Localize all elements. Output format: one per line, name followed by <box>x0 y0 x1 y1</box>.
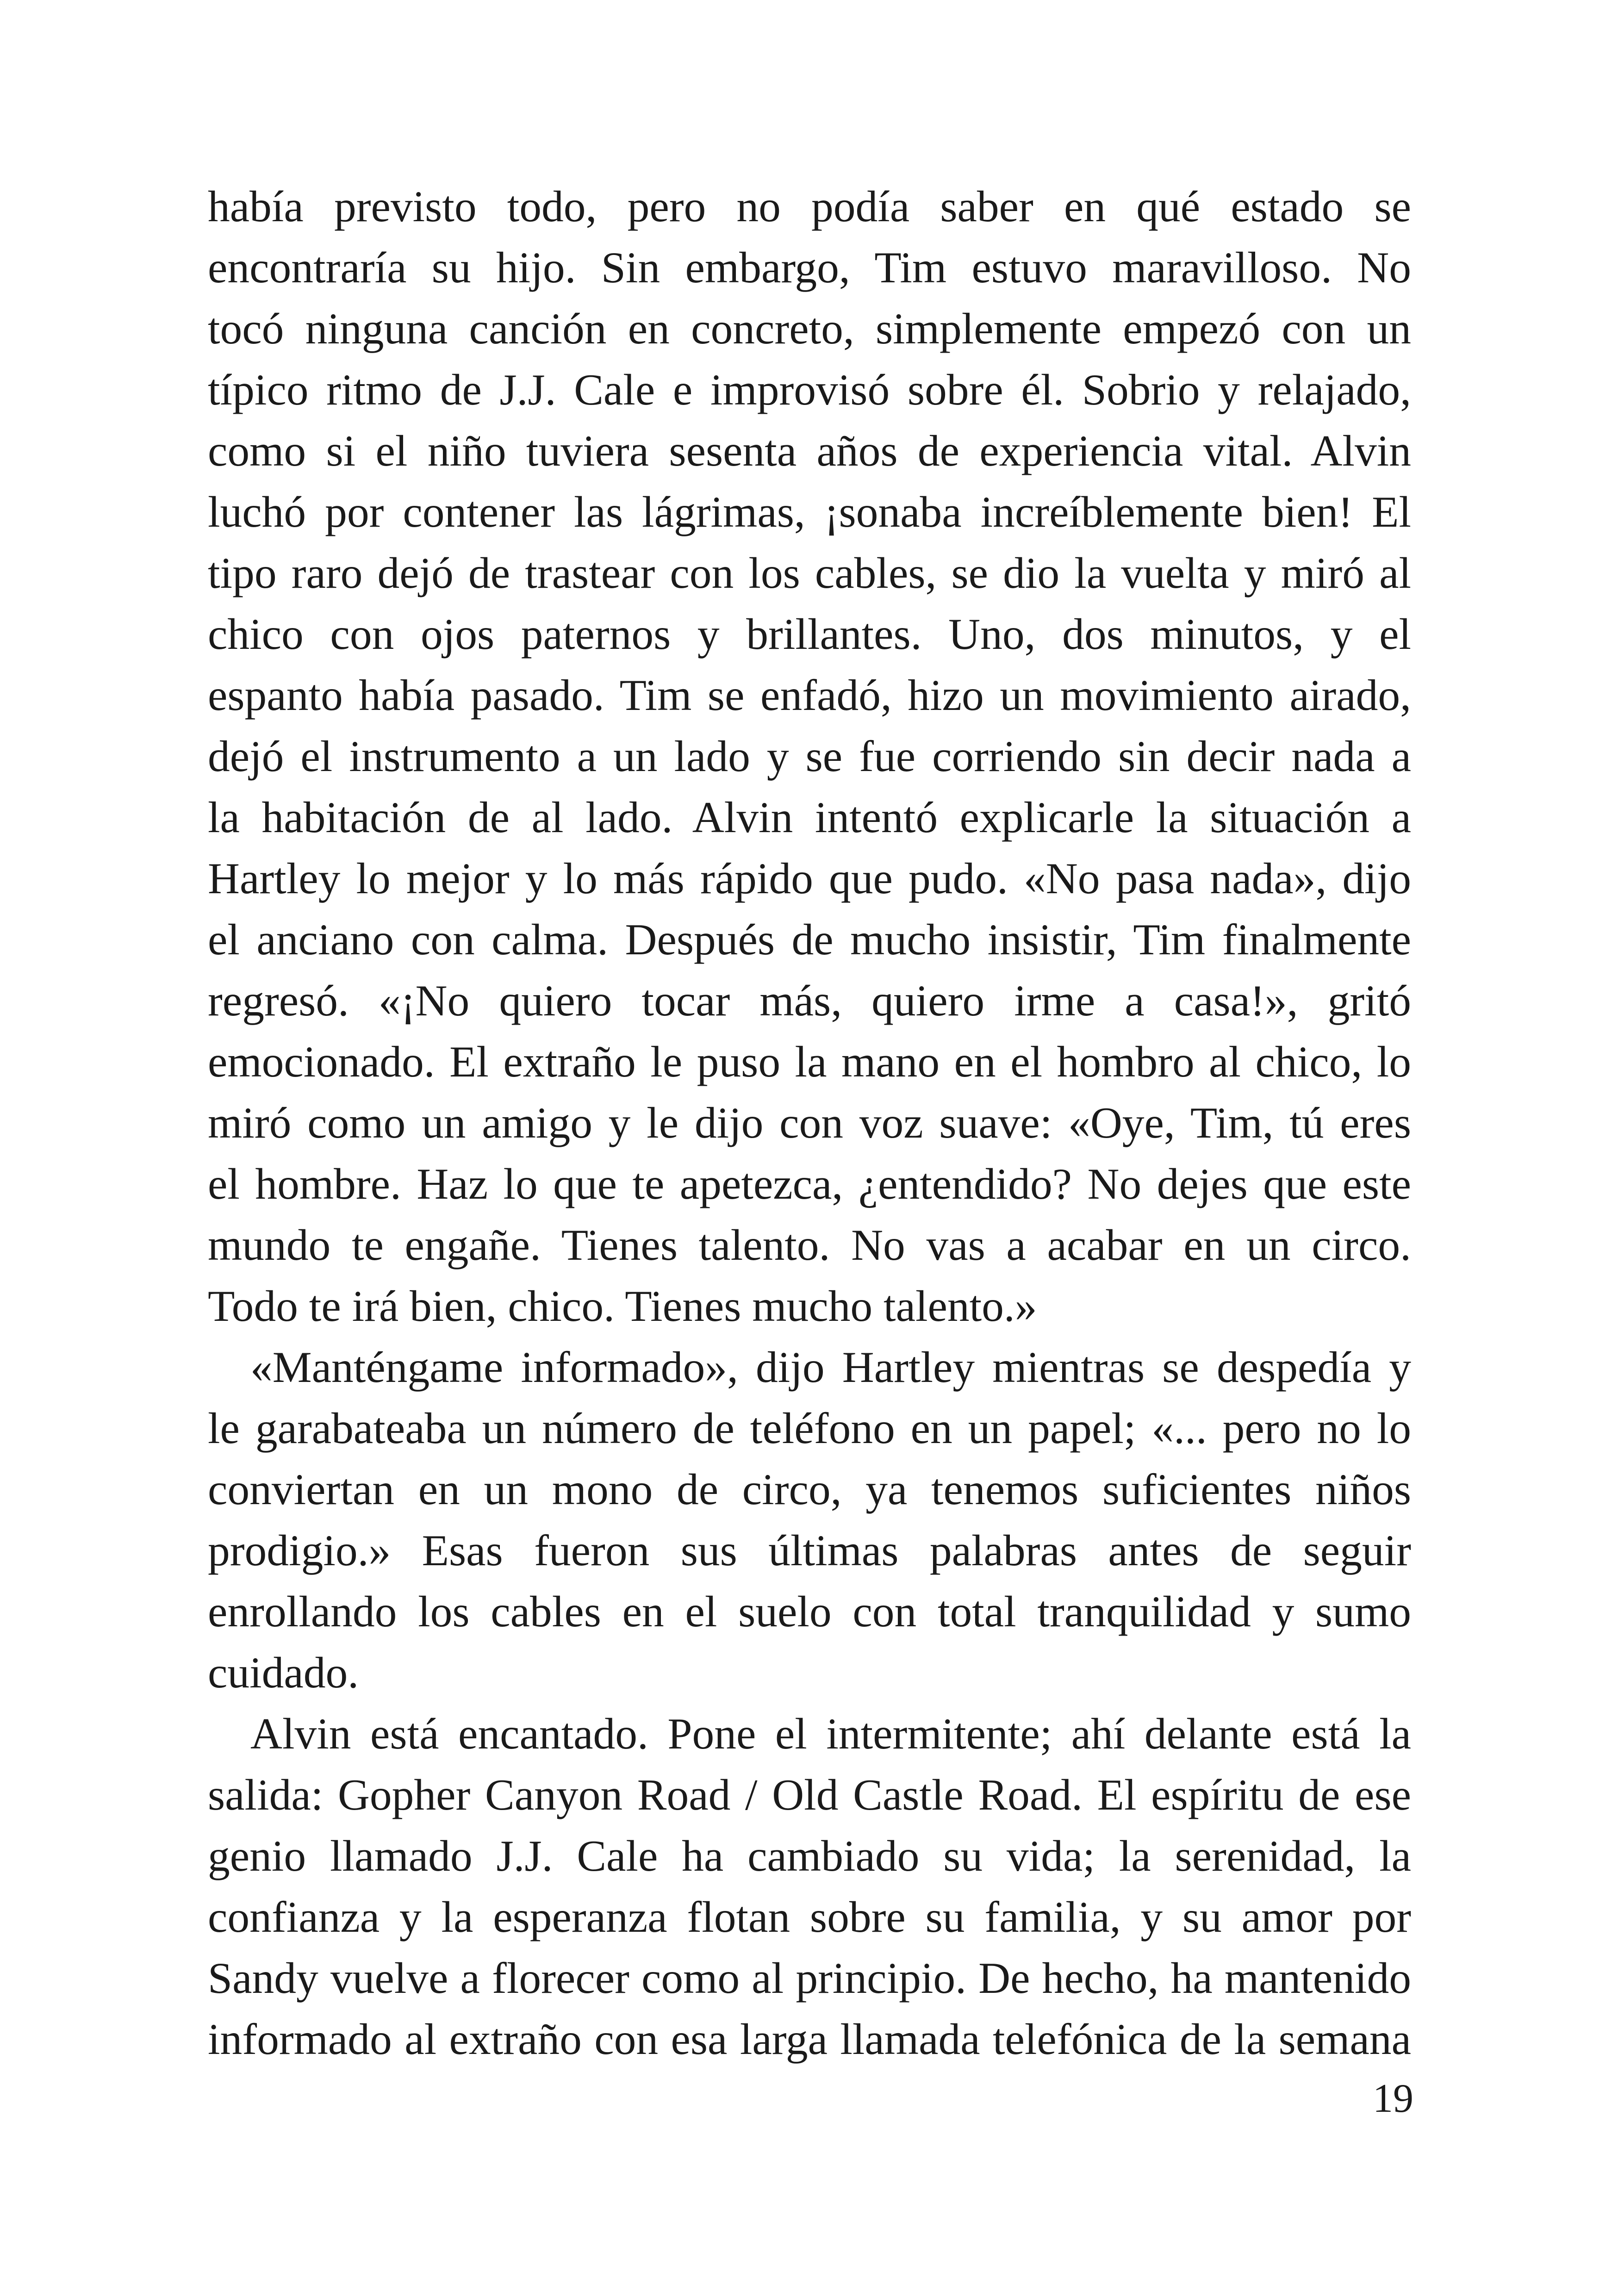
text-line: enrollando los cables en el suelo con total tranquilidad y sumo <box>208 1587 1411 1636</box>
text-line: el anciano con calma. Después de mucho insistir, Tim finalmente <box>208 915 1411 964</box>
text-line: típico ritmo de J.J. Cale e improvisó sobre él. Sobrio y relajado, <box>208 365 1411 414</box>
text-line: Todo te irá bien, chico. Tienes mucho talento.» <box>208 1282 1037 1331</box>
text-line: regresó. «¡No quiero tocar más, quiero irme a casa!», gritó <box>208 976 1411 1025</box>
text-line: como si el niño tuviera sesenta años de experiencia vital. Alvin <box>208 426 1411 475</box>
text-line: Alvin está encantado. Pone el intermitente; ahí delante está la <box>250 1709 1411 1758</box>
text-line: conviertan en un mono de circo, ya tenemos suficientes niños <box>208 1465 1411 1514</box>
text-line: emocionado. El extraño le puso la mano en el hombro al chico, lo <box>208 1037 1411 1086</box>
text-line: chico con ojos paternos y brillantes. Uno, dos minutos, y el <box>208 610 1411 659</box>
text-line: encontraría su hijo. Sin embargo, Tim estuvo maravilloso. No <box>208 243 1411 292</box>
text-line: informado al extraño con esa larga llamada telefónica de la semana <box>208 2015 1411 2064</box>
text-line: cuidado. <box>208 1648 359 1697</box>
text-line: tipo raro dejó de trastear con los cables, se dio la vuelta y miró al <box>208 548 1411 597</box>
text-line: confianza y la esperanza flotan sobre su familia, y su amor por <box>208 1892 1411 1941</box>
text-line: le garabateaba un número de teléfono en un papel; «... pero no lo <box>208 1404 1411 1453</box>
text-line: Hartley lo mejor y lo más rápido que pudo. «No pasa nada», dijo <box>208 854 1411 903</box>
text-line: prodigio.» Esas fueron sus últimas palabras antes de seguir <box>208 1526 1411 1575</box>
text-line: miró como un amigo y le dijo con voz suave: «Oye, Tim, tú eres <box>208 1098 1411 1147</box>
text-line: Sandy vuelve a florecer como al principio. De hecho, ha mantenido <box>208 1954 1411 2003</box>
text-line: genio llamado J.J. Cale ha cambiado su vida; la serenidad, la <box>208 1831 1411 1880</box>
body-text <box>208 176 1411 2070</box>
page-number: 19 <box>1373 2076 1413 2121</box>
text-line: salida: Gopher Canyon Road / Old Castle Road. El espíritu de ese <box>208 1770 1411 1819</box>
text-line: el hombre. Haz lo que te apetezca, ¿entendido? No dejes que este <box>208 1159 1411 1208</box>
text-line: la habitación de al lado. Alvin intentó explicarle la situación a <box>208 793 1411 842</box>
text-line: había previsto todo, pero no podía saber en qué estado se <box>208 182 1411 231</box>
text-line: espanto había pasado. Tim se enfadó, hizo un movimiento airado, <box>208 671 1411 720</box>
text-line: luchó por contener las lágrimas, ¡sonaba increíblemente bien! El <box>208 487 1411 536</box>
text-line: «Manténgame informado», dijo Hartley mientras se despedía y <box>250 1343 1411 1392</box>
text-line: mundo te engañe. Tienes talento. No vas a acabar en un circo. <box>208 1220 1411 1269</box>
text-line: dejó el instrumento a un lado y se fue corriendo sin decir nada a <box>208 732 1411 781</box>
text-line: tocó ninguna canción en concreto, simplemente empezó con un <box>208 304 1411 353</box>
